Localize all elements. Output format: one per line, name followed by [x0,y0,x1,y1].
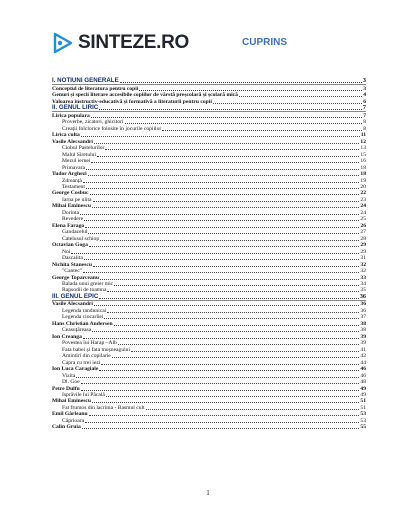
toc-entry-title: Legenda ciocarliei [62,314,104,321]
toc-entry-page: 4 [363,92,366,99]
toc-entry-page: 53 [360,417,366,424]
toc-leader-dots [86,188,359,189]
toc-leader-dots [139,90,362,91]
toc-entry-page: 26 [360,222,366,229]
toc-leader-dots [81,383,360,384]
toc-leader-dots [83,272,359,273]
toc-entry-page: 18 [360,164,366,171]
toc-leader-dots [107,312,359,313]
toc-entry-page: 7 [362,104,366,112]
toc-entry-page: 38 [360,320,366,327]
toc-entry-page: 18 [360,171,366,178]
toc-entry[interactable] [52,78,366,85]
toc-entry-title: George Toparceanu [52,274,99,281]
toc-leader-dots [125,123,363,124]
toc-entry-title: Lirica populara [52,112,90,119]
toc-leader-dots [106,396,360,397]
toc-leader-dots [81,136,360,137]
toc-entry-title: Povestea lui Harap –Alb [62,340,117,347]
toc-entry-title: I. NOTIUNI GENERALE [52,77,119,85]
toc-entry-page: 28 [360,235,366,242]
toc-leader-dots [114,285,359,286]
document-title: CUPRINS [242,37,288,48]
toc-leader-dots [71,253,359,254]
toc-entry-title: II. GENUL LIRIC [52,104,99,112]
toc-entry-title: Vizita [62,372,76,379]
toc-leader-dots [89,415,360,416]
toc-entry-title: Genuri și specii literare accesibile copiilor de vârstă preșcolară și școlară mică [52,92,238,99]
toc-entry-page: 48 [360,379,366,386]
toc-leader-dots [104,318,359,319]
toc-leader-dots [85,422,359,423]
toc-leader-dots [91,117,362,118]
toc-entry-page: 6 [363,98,366,105]
toc-entry[interactable] [52,293,366,300]
toc-entry-title: Mihai Eminescu [52,398,92,405]
toc-entry-page: 34 [360,281,366,287]
toc-entry-page: 19 [360,177,366,184]
toc-entry-page: 36 [360,307,366,314]
toc-leader-dots [100,279,359,280]
toc-entry-page: 7 [363,112,366,119]
toc-leader-dots [97,156,359,157]
toc-entry-page: 24 [360,209,366,216]
toc-leader-dots [94,305,359,306]
toc-leader-dots [88,233,359,234]
toc-entry-title: George Cosbuc [52,190,89,197]
toc-leader-dots [85,227,359,228]
toc-entry-page: 51 [360,404,366,411]
toc-leader-dots [76,377,359,378]
toc-entry-title: Proverbe, zicatori, ghicitori [62,119,124,126]
toc-entry-title: Nichita Stanescu [52,261,92,268]
toc-entry-title: Ceasuțăreasa [62,327,92,334]
toc-entry-page: 49 [360,391,366,398]
toc-leader-dots [88,175,360,176]
toc-entry-title: Mihai Eminescu [52,203,92,210]
toc-entry-title: Zdreanță [62,177,82,184]
toc-entry-page: 8 [363,119,366,126]
toc-entry-page: 44 [360,359,366,366]
toc-entry-page: 24 [360,203,366,210]
toc-entry-title: Capra cu trei iezi [62,359,101,366]
toc-entry-title: Lirica culta [52,132,80,139]
toc-entry-page: 31 [360,255,366,262]
toc-leader-dots [90,194,360,195]
toc-entry-page: 39 [360,333,366,340]
toc-entry[interactable] [52,105,366,112]
page-number: 1 [206,489,210,497]
toc-leader-dots [82,428,360,429]
toc-entry-page: 12 [360,138,366,145]
toc-entry-title: Noi [62,248,71,255]
toc-entry-title: Dl. Goe [62,379,80,386]
toc-leader-dots [92,207,359,208]
toc-entry-title: Tudor Arghezi [52,171,87,178]
toc-entry-title: Emil Gârleanu [52,411,88,418]
toc-entry-title: Primavara [62,164,85,171]
toc-entry-title: Malul Siretului [62,151,97,158]
toc-leader-dots [107,291,359,292]
toc-leader-dots [91,162,359,163]
toc-entry-page: 39 [360,340,366,347]
toc-entry-title: Hans Christian Andersen [52,320,113,327]
toc-entry-title: Ion Luca Caragiale [52,366,99,373]
toc-entry-title: "Cantec" [62,268,83,275]
toc-leader-dots [213,103,362,104]
toc-entry-page: 3 [362,77,366,85]
toc-leader-dots [92,331,359,332]
toc-entry-title: Vasile Alecsandri [52,301,93,308]
toc-leader-dots [99,370,359,371]
toc-entry-title: III. GENUL EPIC [52,292,99,300]
toc-leader-dots [131,351,359,352]
toc-entry-page: 25 [360,216,366,223]
toc-leader-dots [99,109,362,110]
toc-leader-dots [162,130,362,131]
toc-entry-title: Dorinta [62,209,80,216]
toc-entry-title: Gandacelul [62,229,88,236]
toc-leader-dots [83,182,360,183]
toc-leader-dots [86,169,359,170]
toc-leader-dots [94,143,359,144]
toc-entry-page: 49 [360,385,366,392]
toc-entry-title: Dascalita [62,255,83,262]
toc-entry-title: Petre Dulfu [52,385,80,392]
toc-entry-page: 41 [360,346,366,353]
toc-entry-page: 22 [360,190,366,197]
toc-entry-page: 36 [360,301,366,308]
toc-entry-page: 36 [359,292,366,300]
toc-entry-page: 13 [360,145,366,152]
toc-entry-page: 15 [360,151,366,158]
toc-leader-dots [118,344,360,345]
toc-entry-page: 23 [360,196,366,203]
toc-entry-page: 46 [360,366,366,373]
toc-entry-title: Balada unui greier mic [62,281,114,287]
toc-entry-title: Mezul iernei [62,158,91,165]
toc-entry-title: Isprăvile lui Păcală [62,391,105,398]
toc-leader-dots [146,409,360,410]
toc-entry-page: 11 [360,132,366,139]
toc-entry-page: 32 [360,268,366,275]
toc-entry-title: Valoarea instructiv-educativă și formativă a literaturii pentru copii [52,98,212,105]
toc-leader-dots [100,240,359,241]
toc-leader-dots [112,357,360,358]
toc-entry-page: 51 [360,398,366,405]
toc-entry-title: Legenda randunicai [62,307,107,314]
toc-entry-title: Iarna pe ulita [62,196,92,203]
toc-entry-page: 42 [360,353,366,360]
toc-entry-page: 33 [360,274,366,281]
toc-entry-title: Revedere [62,216,84,223]
toc-leader-dots [84,259,360,260]
toc-entry-page: 3 [363,85,366,92]
toc-entry-page: 35 [360,287,366,294]
toc-entry-title: Octavian Goga [52,242,88,249]
toc-leader-dots [84,220,359,221]
toc-entry-page: 46 [360,372,366,379]
document-header [52,30,382,56]
table-of-contents [52,78,366,430]
toc-leader-dots [120,82,362,83]
toc-entry-title: Fat frumos din lacrima - Basmul cult [62,404,145,411]
toc-entry-page: 29 [360,242,366,249]
toc-entry-title: Ciobul Pastelurilor [62,145,105,152]
toc-leader-dots [105,149,359,150]
toc-entry-page: 16 [360,158,366,165]
toc-entry-page: 27 [360,229,366,236]
toc-leader-dots [80,214,359,215]
toc-leader-dots [114,325,360,326]
toc-leader-dots [81,390,360,391]
toc-entry-page: 55 [360,424,366,431]
toc-entry-title: Fata babei și fata moșneagului [62,346,131,353]
toc-leader-dots [83,338,360,339]
toc-leader-dots [239,96,362,97]
toc-entry-title: Conceptul de literatura pentru copii [52,85,139,92]
toc-entry-title: Calin Gruia [52,424,81,431]
toc-leader-dots [93,201,360,202]
toc-entry-page: 37 [360,314,366,321]
toc-entry[interactable] [52,424,366,430]
toc-entry-title: Rapsodii de toamna [62,287,107,294]
toc-entry-page: 38 [360,327,366,334]
toc-entry-title: Catelusul schiop [62,235,100,242]
toc-leader-dots [89,246,360,247]
toc-entry-title: Amintiri din copilarie [62,353,111,360]
toc-entry-page: 32 [360,261,366,268]
toc-leader-dots [92,402,359,403]
toc-leader-dots [93,266,359,267]
toc-entry-title: Căprioara [62,417,85,424]
site-logo-text: SINTEZE.RO [78,32,190,53]
toc-entry-title: Testament [62,183,85,190]
toc-entry-title: Ion Creanga [52,333,82,340]
toc-entry-page: 53 [360,411,366,418]
toc-entry-title: Vasile Alecsandri [52,138,93,145]
toc-entry-title: Elena Farago [52,222,85,229]
play-triangle-icon [52,32,74,54]
toc-entry-page: 8 [363,125,366,132]
toc-leader-dots [99,298,359,299]
toc-entry-page: 20 [360,183,366,190]
toc-leader-dots [101,364,359,365]
toc-entry-page: 29 [360,248,366,255]
toc-entry-title: Creații folclorice folosite în jocurile copiilor [62,125,162,132]
